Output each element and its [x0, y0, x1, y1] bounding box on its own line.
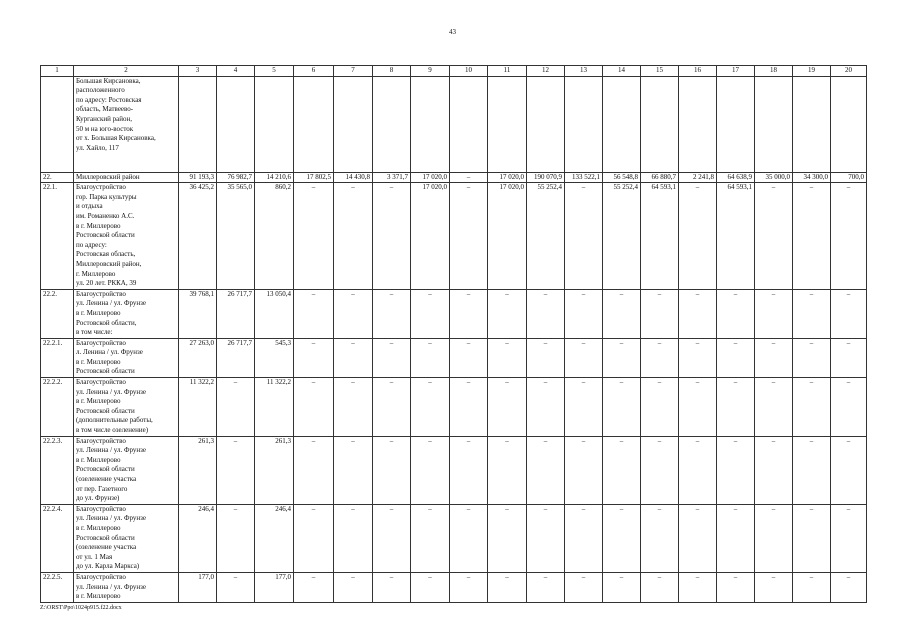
- table-row: [41, 378, 867, 437]
- row-description: Благоустройство ул. Ленина / ул. Фрунзе в г. Миллерово Ростовской области (озеленение участка от пер. Газетного до ул. Фрунзе): [74, 436, 179, 504]
- column-number-header: 10: [450, 66, 488, 77]
- value-cell: [373, 76, 411, 172]
- value-cell: –: [527, 504, 565, 572]
- column-number-header: 19: [793, 66, 831, 77]
- value-cell: 11 322,2: [179, 378, 217, 437]
- column-number-header: 7: [334, 66, 373, 77]
- value-cell: 246,4: [255, 504, 294, 572]
- value-cell: –: [450, 172, 488, 183]
- value-cell: –: [679, 338, 717, 377]
- value-cell: –: [679, 572, 717, 602]
- row-description: Большая Кирсановка, расположенного по адресу: Ростовская область, Матвеево- Курганский район, 50 м на юго-восток от х. Большая Кирсановка, ул. Хайло, 117: [74, 76, 179, 172]
- row-number: 22.2.3.: [41, 436, 74, 504]
- value-cell: –: [488, 378, 527, 437]
- value-cell: 261,3: [255, 436, 294, 504]
- value-cell: [565, 76, 603, 172]
- value-cell: –: [793, 378, 831, 437]
- value-cell: [603, 76, 641, 172]
- value-cell: –: [450, 289, 488, 338]
- value-cell: –: [294, 338, 334, 377]
- value-cell: –: [217, 378, 255, 437]
- value-cell: –: [831, 436, 867, 504]
- value-cell: –: [334, 183, 373, 290]
- value-cell: –: [373, 289, 411, 338]
- value-cell: –: [488, 572, 527, 602]
- value-cell: 64 593,1: [641, 183, 679, 290]
- value-cell: 36 425,2: [179, 183, 217, 290]
- value-cell: –: [793, 338, 831, 377]
- column-number-header: 6: [294, 66, 334, 77]
- value-cell: –: [565, 183, 603, 290]
- value-cell: –: [565, 572, 603, 602]
- value-cell: [217, 76, 255, 172]
- value-cell: 13 050,4: [255, 289, 294, 338]
- value-cell: [641, 76, 679, 172]
- column-number-header: 1: [41, 66, 74, 77]
- value-cell: –: [488, 436, 527, 504]
- value-cell: –: [334, 436, 373, 504]
- column-number-header: 13: [565, 66, 603, 77]
- value-cell: –: [373, 504, 411, 572]
- footer-file-path: Z:\ORST\Ppo\1024p915.f22.docx: [40, 605, 122, 611]
- value-cell: 3 371,7: [373, 172, 411, 183]
- column-number-header: 16: [679, 66, 717, 77]
- value-cell: –: [527, 572, 565, 602]
- column-number-header: 20: [831, 66, 867, 77]
- value-cell: –: [755, 378, 793, 437]
- value-cell: –: [450, 504, 488, 572]
- value-cell: –: [334, 572, 373, 602]
- table-row: [41, 504, 867, 572]
- value-cell: 14 430,8: [334, 172, 373, 183]
- value-cell: 66 880,7: [641, 172, 679, 183]
- value-cell: –: [831, 183, 867, 290]
- value-cell: –: [831, 338, 867, 377]
- row-number: 22.2.4.: [41, 504, 74, 572]
- value-cell: –: [373, 572, 411, 602]
- value-cell: –: [411, 378, 450, 437]
- value-cell: –: [755, 289, 793, 338]
- value-cell: –: [294, 436, 334, 504]
- value-cell: 34 300,0: [793, 172, 831, 183]
- table-row: [41, 172, 867, 183]
- value-cell: 246,4: [179, 504, 217, 572]
- value-cell: 700,0: [831, 172, 867, 183]
- value-cell: –: [679, 289, 717, 338]
- value-cell: –: [755, 338, 793, 377]
- column-number-header: 5: [255, 66, 294, 77]
- value-cell: 860,2: [255, 183, 294, 290]
- value-cell: 2 241,8: [679, 172, 717, 183]
- value-cell: –: [411, 572, 450, 602]
- value-cell: –: [334, 504, 373, 572]
- value-cell: 177,0: [179, 572, 217, 602]
- value-cell: 26 717,7: [217, 338, 255, 377]
- column-number-header: 14: [603, 66, 641, 77]
- data-table: [40, 65, 867, 603]
- value-cell: –: [755, 183, 793, 290]
- column-number-header: 8: [373, 66, 411, 77]
- value-cell: –: [334, 338, 373, 377]
- value-cell: –: [755, 436, 793, 504]
- value-cell: –: [603, 572, 641, 602]
- value-cell: –: [641, 378, 679, 437]
- value-cell: –: [717, 378, 755, 437]
- table-row: [41, 183, 867, 290]
- value-cell: [294, 76, 334, 172]
- value-cell: –: [334, 378, 373, 437]
- value-cell: –: [679, 183, 717, 290]
- row-number: 22.: [41, 172, 74, 183]
- value-cell: 190 070,9: [527, 172, 565, 183]
- column-number-header: 2: [74, 66, 179, 77]
- value-cell: –: [603, 436, 641, 504]
- value-cell: –: [411, 436, 450, 504]
- row-description: Миллеровский район: [74, 172, 179, 183]
- value-cell: [179, 76, 217, 172]
- value-cell: [255, 76, 294, 172]
- value-cell: –: [565, 338, 603, 377]
- value-cell: –: [603, 338, 641, 377]
- value-cell: –: [450, 436, 488, 504]
- value-cell: –: [641, 289, 679, 338]
- value-cell: –: [793, 436, 831, 504]
- value-cell: –: [450, 338, 488, 377]
- row-number: 22.2.5.: [41, 572, 74, 602]
- table-row: [41, 436, 867, 504]
- row-number: 22.2.2.: [41, 378, 74, 437]
- value-cell: 35 565,0: [217, 183, 255, 290]
- column-number-header: 17: [717, 66, 755, 77]
- value-cell: 261,3: [179, 436, 217, 504]
- value-cell: –: [641, 572, 679, 602]
- value-cell: 35 000,0: [755, 172, 793, 183]
- value-cell: –: [717, 572, 755, 602]
- value-cell: –: [831, 504, 867, 572]
- value-cell: –: [411, 338, 450, 377]
- value-cell: –: [294, 378, 334, 437]
- value-cell: [793, 76, 831, 172]
- value-cell: –: [793, 572, 831, 602]
- value-cell: –: [603, 289, 641, 338]
- value-cell: –: [294, 289, 334, 338]
- value-cell: 76 982,7: [217, 172, 255, 183]
- value-cell: –: [294, 572, 334, 602]
- column-number-header: 11: [488, 66, 527, 77]
- value-cell: –: [373, 436, 411, 504]
- value-cell: –: [373, 378, 411, 437]
- value-cell: –: [755, 572, 793, 602]
- value-cell: 17 020,0: [411, 172, 450, 183]
- value-cell: –: [831, 572, 867, 602]
- value-cell: 14 210,6: [255, 172, 294, 183]
- column-number-header: 12: [527, 66, 565, 77]
- value-cell: –: [679, 436, 717, 504]
- value-cell: –: [217, 504, 255, 572]
- value-cell: –: [793, 504, 831, 572]
- value-cell: [755, 76, 793, 172]
- value-cell: –: [217, 572, 255, 602]
- value-cell: –: [831, 289, 867, 338]
- value-cell: –: [334, 289, 373, 338]
- value-cell: –: [294, 183, 334, 290]
- column-number-header: 4: [217, 66, 255, 77]
- value-cell: 39 768,1: [179, 289, 217, 338]
- value-cell: [411, 76, 450, 172]
- value-cell: 56 548,8: [603, 172, 641, 183]
- value-cell: –: [217, 436, 255, 504]
- row-number: 22.2.: [41, 289, 74, 338]
- value-cell: –: [679, 504, 717, 572]
- value-cell: –: [527, 289, 565, 338]
- value-cell: 26 717,7: [217, 289, 255, 338]
- value-cell: –: [373, 338, 411, 377]
- value-cell: 17 020,0: [411, 183, 450, 290]
- value-cell: –: [603, 504, 641, 572]
- value-cell: –: [793, 289, 831, 338]
- value-cell: 64 593,1: [717, 183, 755, 290]
- table-row: [41, 289, 867, 338]
- column-number-header: 15: [641, 66, 679, 77]
- page-number: 43: [449, 28, 456, 36]
- value-cell: –: [450, 183, 488, 290]
- value-cell: 55 252,4: [527, 183, 565, 290]
- row-number: 22.2.1.: [41, 338, 74, 377]
- value-cell: [488, 76, 527, 172]
- value-cell: –: [488, 504, 527, 572]
- value-cell: 11 322,2: [255, 378, 294, 437]
- value-cell: –: [793, 183, 831, 290]
- value-cell: –: [641, 338, 679, 377]
- value-cell: –: [488, 289, 527, 338]
- value-cell: –: [679, 378, 717, 437]
- value-cell: –: [565, 504, 603, 572]
- value-cell: 55 252,4: [603, 183, 641, 290]
- value-cell: [717, 76, 755, 172]
- value-cell: –: [488, 338, 527, 377]
- value-cell: –: [450, 572, 488, 602]
- value-cell: –: [603, 378, 641, 437]
- value-cell: 91 193,3: [179, 172, 217, 183]
- table-row: [41, 76, 867, 172]
- value-cell: –: [565, 436, 603, 504]
- value-cell: 17 802,5: [294, 172, 334, 183]
- value-cell: [679, 76, 717, 172]
- value-cell: 17 020,0: [488, 172, 527, 183]
- value-cell: –: [411, 289, 450, 338]
- value-cell: –: [527, 378, 565, 437]
- value-cell: –: [831, 378, 867, 437]
- table-header-row: [41, 66, 867, 77]
- value-cell: [450, 76, 488, 172]
- value-cell: [334, 76, 373, 172]
- value-cell: –: [755, 504, 793, 572]
- value-cell: –: [717, 338, 755, 377]
- value-cell: –: [717, 289, 755, 338]
- value-cell: 177,0: [255, 572, 294, 602]
- table-row: [41, 338, 867, 377]
- value-cell: –: [527, 436, 565, 504]
- value-cell: –: [294, 504, 334, 572]
- value-cell: –: [373, 183, 411, 290]
- value-cell: 133 522,1: [565, 172, 603, 183]
- row-description: Благоустройство ул. Ленина / ул. Фрунзе в г. Миллерово: [74, 572, 179, 602]
- value-cell: –: [450, 378, 488, 437]
- value-cell: [831, 76, 867, 172]
- column-number-header: 9: [411, 66, 450, 77]
- column-number-header: 18: [755, 66, 793, 77]
- value-cell: 545,3: [255, 338, 294, 377]
- value-cell: –: [411, 504, 450, 572]
- value-cell: 64 638,9: [717, 172, 755, 183]
- row-description: Благоустройство ул. Ленина / ул. Фрунзе в г. Миллерово Ростовской области (озеленение участка от ул. 1 Мая до ул. Карла Маркса): [74, 504, 179, 572]
- row-description: Благоустройство гор. Парка культуры и отдыха им. Романенко А.С. в г. Миллерово Ростовской области по адресу: Ростовская область, Миллеровский район, г. Миллерово ул. 20 лет. РККА, 39: [74, 183, 179, 290]
- value-cell: [527, 76, 565, 172]
- value-cell: –: [717, 504, 755, 572]
- row-description: Благоустройство ул. Ленина / ул. Фрунзе в г. Миллерово Ростовской области, в том числе:: [74, 289, 179, 338]
- value-cell: –: [717, 436, 755, 504]
- value-cell: –: [641, 504, 679, 572]
- row-number: 22.1.: [41, 183, 74, 290]
- value-cell: 17 020,0: [488, 183, 527, 290]
- row-number: [41, 76, 74, 172]
- column-number-header: 3: [179, 66, 217, 77]
- value-cell: 27 263,0: [179, 338, 217, 377]
- value-cell: –: [527, 338, 565, 377]
- value-cell: –: [641, 436, 679, 504]
- value-cell: –: [565, 289, 603, 338]
- row-description: Благоустройство л. Ленина / ул. Фрунзе в г. Миллерово Ростовской области: [74, 338, 179, 377]
- row-description: Благоустройство ул. Ленина / ул. Фрунзе в г. Миллерово Ростовской области (дополнительные работы, в том числе озеленение): [74, 378, 179, 437]
- table-row: [41, 572, 867, 602]
- value-cell: –: [565, 378, 603, 437]
